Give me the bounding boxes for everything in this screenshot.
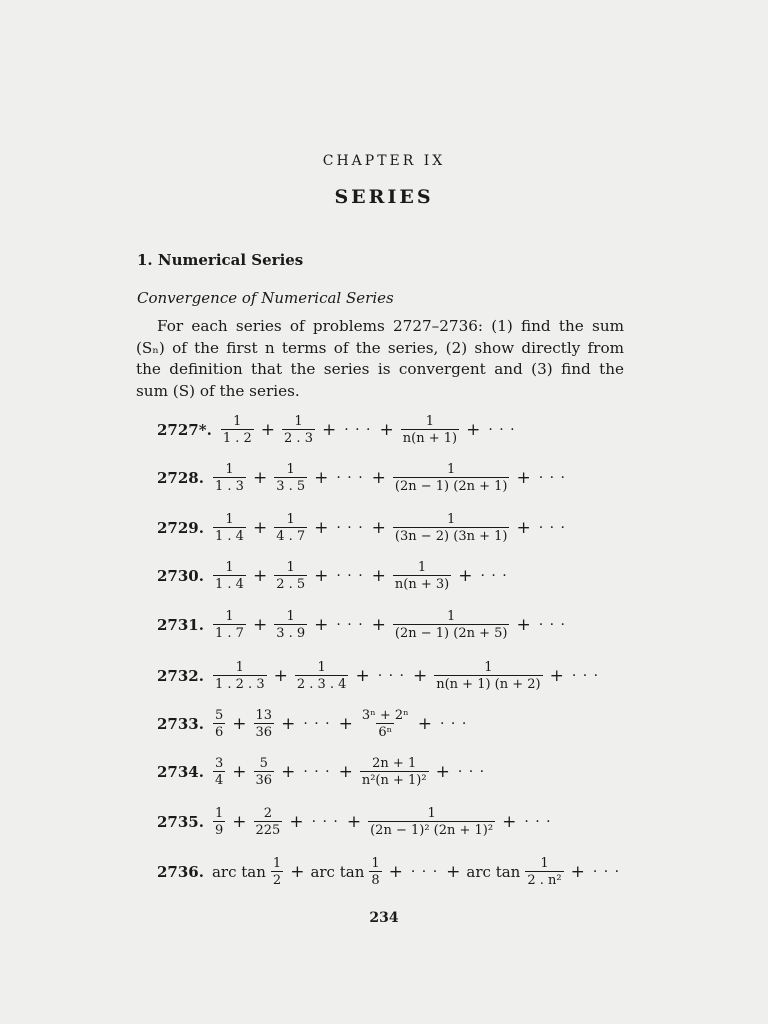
ellipsis: · · · [524, 814, 552, 830]
plus-sign: + [371, 518, 386, 538]
ellipsis: · · · [336, 520, 364, 536]
general-term [401, 414, 459, 446]
numerator: 1 [233, 414, 242, 429]
problem-number: 2735. [157, 813, 204, 831]
plus-sign: + [252, 468, 268, 488]
denominator: (3n − 2) (3n + 1) [394, 529, 508, 544]
numerator: 1 [447, 512, 456, 527]
term-2 [369, 856, 381, 888]
general-term [525, 856, 563, 888]
plus-sign: + [281, 714, 296, 734]
numerator: 2n + 1 [372, 756, 417, 771]
ellipsis: · · · [440, 716, 468, 732]
denominator: 6 [214, 725, 224, 740]
denominator: 225 [255, 823, 281, 838]
denominator: 8 [371, 873, 380, 888]
plus-sign: + [466, 420, 481, 440]
problem-number: 2733. [157, 715, 204, 733]
general-term [368, 806, 495, 838]
section-heading: 1. Numerical Series [137, 251, 304, 269]
numerator: 1 [317, 660, 326, 675]
term-1 [213, 609, 246, 641]
ellipsis: · · · [303, 764, 331, 780]
numerator: 1 [425, 414, 435, 429]
denominator: 1 . 7 [214, 626, 244, 641]
problem-row [157, 512, 570, 544]
ellipsis: · · · [344, 422, 372, 438]
numerator: 1 [214, 806, 224, 821]
denominator: n(n + 1) (n + 2) [436, 677, 541, 692]
term-1 [271, 856, 283, 888]
ellipsis: · · · [592, 864, 621, 880]
ellipsis: · · · [571, 668, 600, 684]
denominator: (2n − 1) (2n + 1) [394, 479, 508, 494]
plus-sign: + [232, 714, 247, 734]
plus-sign: + [355, 666, 370, 686]
problem-number: 2731. [157, 616, 204, 634]
plus-sign: + [516, 518, 531, 538]
problem-row [157, 609, 570, 641]
numerator: 1 [286, 560, 295, 575]
plus-sign: + [314, 468, 329, 488]
denominator: (2n − 1)² (2n + 1)² [370, 823, 494, 838]
plus-sign: + [252, 615, 268, 635]
function-name: arc tan [310, 863, 365, 881]
numerator: 1 [540, 856, 549, 871]
plus-sign: + [435, 762, 450, 782]
plus-sign: + [252, 566, 268, 586]
plus-sign: + [371, 468, 386, 488]
term-2 [274, 560, 307, 592]
denominator: 1 . 2 . 3 [214, 677, 265, 692]
plus-sign: + [371, 615, 386, 635]
ellipsis: · · · [336, 568, 364, 584]
denominator: 1 . 4 [214, 577, 244, 592]
term-1 [221, 414, 254, 446]
plus-sign: + [314, 566, 329, 586]
general-term [393, 462, 510, 494]
numerator: 5 [214, 708, 224, 723]
numerator: 3 [214, 756, 224, 771]
numerator: 2 [263, 806, 273, 821]
plus-sign: + [417, 714, 433, 734]
term-1 [213, 462, 246, 494]
plus-sign: + [388, 862, 403, 882]
term-2 [254, 806, 283, 838]
plus-sign: + [232, 812, 247, 832]
denominator: n(n + 1) [402, 431, 458, 446]
page-number: 234 [369, 910, 399, 926]
term-1 [213, 512, 246, 544]
plus-sign: + [321, 420, 337, 440]
numerator: 1 [447, 609, 456, 624]
denominator: 2 . 5 [276, 577, 306, 592]
denominator: 2 . 3 [284, 431, 313, 446]
general-term [393, 560, 451, 592]
problem-row [157, 756, 489, 788]
term-2 [254, 756, 275, 788]
problem-row [157, 560, 512, 592]
plus-sign: + [549, 666, 564, 686]
plus-sign: + [379, 420, 394, 440]
term-1 [213, 560, 246, 592]
problem-number: 2732. [157, 667, 204, 685]
numerator: 1 [225, 560, 234, 575]
problem-number: 2728. [157, 469, 204, 487]
ellipsis: · · · [303, 716, 331, 732]
problem-row [157, 462, 570, 494]
denominator: 1 . 3 [214, 479, 244, 494]
term-2 [282, 414, 315, 446]
problem-row [157, 414, 520, 446]
numerator: 1 [427, 806, 436, 821]
ellipsis: · · · [311, 814, 339, 830]
numerator: 1 [286, 609, 295, 624]
problem-row [157, 806, 556, 838]
plus-sign: + [516, 468, 531, 488]
numerator: 1 [225, 462, 234, 477]
denominator: 9 [214, 823, 224, 838]
denominator: 4 . 7 [276, 529, 306, 544]
denominator: 1 . 4 [214, 529, 244, 544]
numerator: 1 [484, 660, 493, 675]
plus-sign: + [458, 566, 473, 586]
term-2 [274, 609, 307, 641]
numerator: 1 [447, 462, 456, 477]
plus-sign: + [338, 714, 353, 734]
term-1 [213, 660, 267, 692]
plus-sign: + [290, 862, 305, 882]
numerator: 1 [225, 609, 234, 624]
plus-sign: + [281, 762, 296, 782]
plus-sign: + [338, 762, 353, 782]
problem-row [157, 660, 603, 692]
general-term [360, 708, 411, 740]
plus-sign: + [260, 420, 276, 440]
denominator: 6ⁿ [378, 725, 393, 740]
plus-sign: + [252, 518, 268, 538]
subsection-heading: Convergence of Numerical Series [137, 289, 394, 307]
plus-sign: + [516, 615, 531, 635]
numerator: 1 [286, 462, 295, 477]
denominator: 2 . 3 . 4 [296, 677, 347, 692]
general-term [434, 660, 542, 692]
chapter-title: SERIES [334, 186, 434, 208]
ellipsis: · · · [538, 470, 566, 486]
denominator: (2n − 1) (2n + 5) [394, 626, 508, 641]
plus-sign: + [570, 862, 585, 882]
problem-number: 2727*. [157, 421, 212, 439]
function-name: arc tan [211, 863, 266, 881]
plus-sign: + [446, 862, 461, 882]
numerator: 1 [294, 414, 303, 429]
numerator: 1 [286, 512, 295, 527]
ellipsis: · · · [410, 864, 439, 880]
term-2 [295, 660, 349, 692]
denominator: 2 . n² [527, 873, 562, 888]
problem-number: 2729. [157, 519, 204, 537]
numerator: 1 [417, 560, 427, 575]
term-2 [274, 462, 307, 494]
chapter-heading: CHAPTER IX [322, 153, 446, 169]
denominator: 3 . 9 [276, 626, 306, 641]
problem-number: 2736. [157, 863, 204, 881]
denominator: n²(n + 1)² [361, 773, 427, 788]
numerator: 1 [371, 856, 380, 871]
numerator: 1 [272, 856, 282, 871]
plus-sign: + [502, 812, 517, 832]
term-1 [213, 806, 225, 838]
ellipsis: · · · [488, 422, 516, 438]
denominator: 36 [255, 773, 273, 788]
plus-sign: + [289, 812, 304, 832]
plus-sign: + [273, 666, 288, 686]
plus-sign: + [412, 666, 428, 686]
ellipsis: · · · [538, 617, 566, 633]
numerator: 13 [255, 708, 273, 723]
problem-row [157, 708, 471, 740]
numerator: 5 [259, 756, 268, 771]
plus-sign: + [371, 566, 386, 586]
ellipsis: · · · [480, 568, 508, 584]
plus-sign: + [314, 615, 329, 635]
term-2 [274, 512, 307, 544]
denominator: 2 [272, 873, 282, 888]
ellipsis: · · · [336, 617, 364, 633]
problem-number: 2734. [157, 763, 204, 781]
general-term [393, 609, 510, 641]
general-term [393, 512, 510, 544]
plus-sign: + [346, 812, 362, 832]
ellipsis: · · · [457, 764, 486, 780]
ellipsis: · · · [538, 520, 566, 536]
numerator: 1 [225, 512, 234, 527]
numerator: 1 [235, 660, 244, 675]
denominator: 4 [214, 773, 224, 788]
denominator: 1 . 2 [222, 431, 252, 446]
function-name: arc tan [466, 863, 521, 881]
term-1 [213, 756, 225, 788]
problem-row [157, 856, 624, 888]
problem-number: 2730. [157, 567, 204, 585]
term-2 [254, 708, 275, 740]
term-1 [213, 708, 225, 740]
denominator: 3 . 5 [276, 479, 306, 494]
denominator: n(n + 3) [394, 577, 450, 592]
plus-sign: + [232, 762, 247, 782]
numerator: 3ⁿ + 2ⁿ [361, 708, 409, 723]
ellipsis: · · · [377, 668, 405, 684]
denominator: 36 [255, 725, 273, 740]
intro-paragraph: For each series of problems 2727–2736: (1) find the sum (Sₙ) of the first n terms of the series, (2) show directly from the definition that the series is convergent and (3) find the sum (S) of the series. [136, 317, 624, 400]
general-term [360, 756, 429, 788]
ellipsis: · · · [336, 470, 364, 486]
plus-sign: + [314, 518, 329, 538]
